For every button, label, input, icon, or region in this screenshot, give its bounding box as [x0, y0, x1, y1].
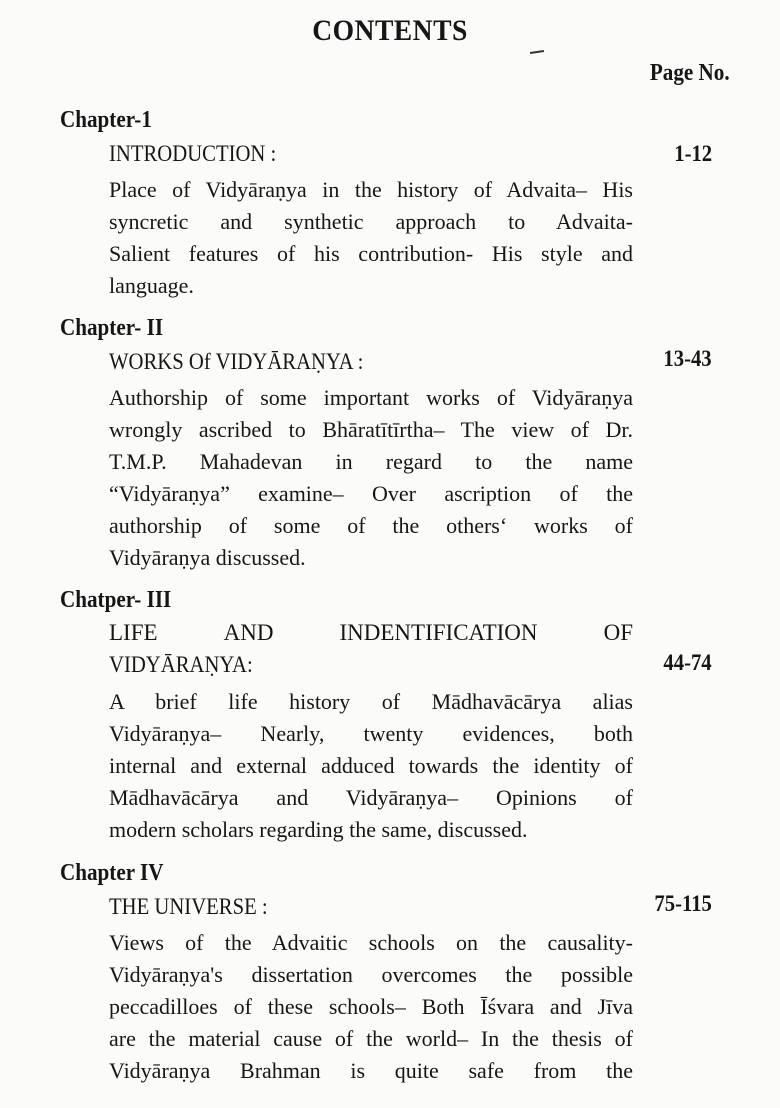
description-line: peccadilloes of these schools– Both Īśvara and Jīva — [109, 994, 633, 1019]
description-line: Vidyāraṇya Brahman is quite safe from the — [109, 1058, 633, 1083]
chapter-2-description — [109, 382, 633, 574]
description-line: wrongly ascribed to Bhāratītīrtha– The view of Dr. — [109, 417, 633, 442]
description-line: Mādhavācārya and Vidyāraṇya– Opinions of — [109, 785, 633, 810]
description-line: Views of the Advaitic schools on the causality- — [109, 930, 633, 955]
chapter-1-pages: 1-12 — [674, 141, 712, 166]
chapter-1-title: INTRODUCTION : — [109, 141, 277, 166]
description-line: Vidyāraṇya's dissertation overcomes the possible — [109, 962, 633, 987]
chapter-2-pages: 13-43 — [663, 346, 712, 371]
chapter-2-title: WORKS Of VIDYĀRAṆYA : — [109, 349, 364, 374]
chapter-3-title-line-2: VIDYĀRAṆYA: — [109, 652, 253, 677]
description-line: T.M.P. Mahadevan in regard to the name — [109, 449, 633, 474]
description-line: Authorship of some important works of Vidyāraṇya — [109, 385, 633, 410]
page-number-column-header: Page No. — [650, 60, 730, 86]
description-line: language. — [109, 273, 194, 298]
chapter-3-label: Chatper- III — [60, 587, 172, 613]
title-word: OF — [603, 620, 633, 645]
chapter-3-pages: 44-74 — [663, 650, 712, 675]
page-title: CONTENTS — [312, 14, 468, 47]
chapter-4-description — [109, 927, 633, 1087]
chapter-4-label: Chapter IV — [60, 860, 164, 886]
description-line: Place of Vidyāraṇya in the history of Advaita– His — [109, 177, 633, 202]
description-line: Salient features of his contribution- His style and — [109, 241, 633, 266]
description-line: are the material cause of the world– In the thesis of — [109, 1026, 633, 1051]
chapter-3-description — [109, 686, 633, 846]
description-line: internal and external adduced towards the identity of — [109, 753, 633, 778]
description-line: Vidyāraṇya– Nearly, twenty evidences, both — [109, 721, 633, 746]
chapter-4-pages: 75-115 — [654, 891, 712, 916]
description-line: Vidyāraṇya discussed. — [109, 545, 306, 570]
description-line: A brief life history of Mādhavācārya alias — [109, 689, 633, 714]
chapter-2-label: Chapter- II — [60, 315, 164, 341]
chapter-1-description — [109, 174, 633, 302]
title-word: INDENTIFICATION — [339, 620, 538, 645]
title-word: AND — [223, 620, 274, 645]
chapter-4-title: THE UNIVERSE : — [109, 894, 268, 919]
description-line: authorship of some of the others‘ works of — [109, 513, 633, 538]
description-line: “Vidyāraṇya” examine– Over ascription of the — [109, 481, 633, 506]
title-word: LIFE — [109, 620, 158, 645]
scan-speck — [530, 50, 544, 54]
description-line: modern scholars regarding the same, discussed. — [109, 817, 528, 842]
description-line: syncretic and synthetic approach to Advaita- — [109, 209, 633, 234]
chapter-1-label: Chapter-1 — [60, 107, 152, 133]
chapter-3-title-line-1 — [109, 620, 633, 646]
